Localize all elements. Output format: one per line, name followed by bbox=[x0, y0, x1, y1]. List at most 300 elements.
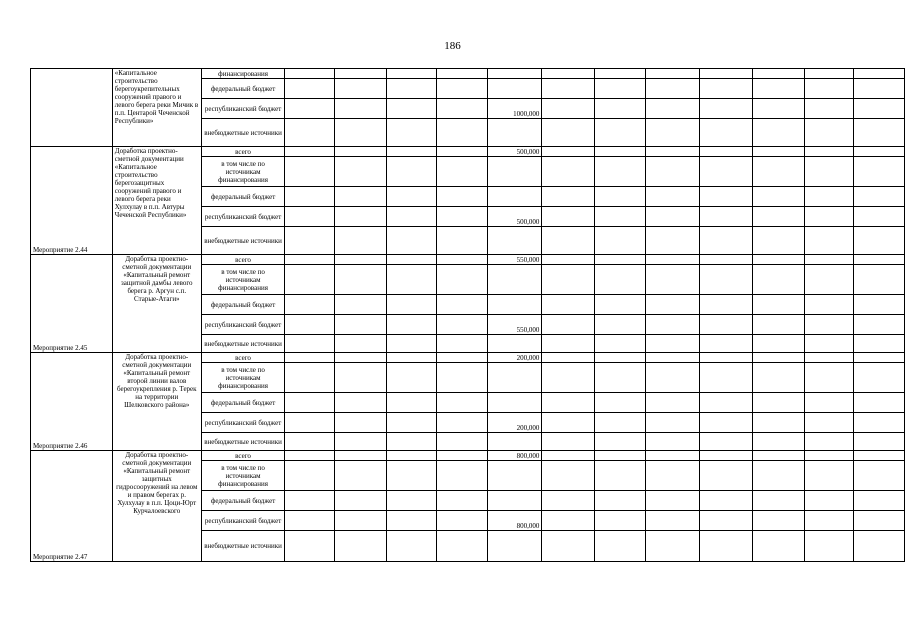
empty-cell bbox=[804, 353, 854, 363]
funding-source: финансирования bbox=[201, 69, 285, 79]
empty-cell bbox=[699, 393, 752, 413]
empty-cell bbox=[542, 363, 594, 393]
empty-cell bbox=[542, 227, 594, 255]
empty-cell bbox=[699, 353, 752, 363]
empty-cell bbox=[854, 393, 905, 413]
empty-cell bbox=[646, 413, 699, 433]
funding-source: республиканский бюджет bbox=[201, 315, 285, 335]
empty-cell bbox=[285, 119, 335, 147]
empty-cell bbox=[437, 335, 488, 353]
empty-cell bbox=[753, 393, 805, 413]
empty-cell bbox=[437, 227, 488, 255]
empty-cell bbox=[753, 363, 805, 393]
empty-cell bbox=[646, 461, 699, 491]
activity-label: Мероприятие 2.46 bbox=[31, 353, 113, 451]
empty-cell bbox=[387, 295, 437, 315]
empty-cell bbox=[594, 315, 646, 335]
empty-cell bbox=[854, 413, 905, 433]
empty-cell bbox=[594, 511, 646, 531]
empty-cell bbox=[753, 227, 805, 255]
empty-cell bbox=[542, 119, 594, 147]
empty-cell bbox=[699, 255, 752, 265]
empty-cell bbox=[437, 119, 488, 147]
empty-cell bbox=[437, 295, 488, 315]
empty-cell bbox=[804, 315, 854, 335]
empty-cell bbox=[646, 255, 699, 265]
empty-cell bbox=[854, 433, 905, 451]
empty-cell bbox=[854, 187, 905, 207]
empty-cell bbox=[387, 79, 437, 99]
amount-cell bbox=[487, 69, 542, 79]
empty-cell bbox=[285, 511, 335, 531]
funding-source: республиканский бюджет bbox=[201, 207, 285, 227]
empty-cell bbox=[753, 491, 805, 511]
empty-cell bbox=[646, 295, 699, 315]
empty-cell bbox=[854, 315, 905, 335]
empty-cell bbox=[387, 227, 437, 255]
empty-cell bbox=[804, 207, 854, 227]
empty-cell bbox=[437, 315, 488, 335]
empty-cell bbox=[699, 451, 752, 461]
empty-cell bbox=[646, 315, 699, 335]
empty-cell bbox=[437, 531, 488, 562]
funding-source: в том числе по источникам финансирования bbox=[201, 461, 285, 491]
empty-cell bbox=[285, 227, 335, 255]
empty-cell bbox=[753, 99, 805, 119]
empty-cell bbox=[646, 99, 699, 119]
empty-cell bbox=[594, 393, 646, 413]
empty-cell bbox=[542, 79, 594, 99]
empty-cell bbox=[699, 157, 752, 187]
empty-cell bbox=[804, 79, 854, 99]
empty-cell bbox=[753, 451, 805, 461]
empty-cell bbox=[387, 461, 437, 491]
empty-cell bbox=[387, 413, 437, 433]
empty-cell bbox=[753, 147, 805, 157]
table-row bbox=[31, 255, 905, 265]
empty-cell bbox=[285, 295, 335, 315]
empty-cell bbox=[753, 531, 805, 562]
empty-cell bbox=[804, 433, 854, 451]
empty-cell bbox=[437, 413, 488, 433]
empty-cell bbox=[334, 157, 386, 187]
empty-cell bbox=[542, 315, 594, 335]
empty-cell bbox=[594, 255, 646, 265]
empty-cell bbox=[699, 99, 752, 119]
page-number: 186 bbox=[444, 40, 461, 52]
empty-cell bbox=[646, 451, 699, 461]
empty-cell bbox=[387, 187, 437, 207]
activity-label: Мероприятие 2.47 bbox=[31, 451, 113, 562]
empty-cell bbox=[387, 531, 437, 562]
empty-cell bbox=[699, 79, 752, 99]
empty-cell bbox=[646, 335, 699, 353]
empty-cell bbox=[804, 461, 854, 491]
empty-cell bbox=[387, 335, 437, 353]
empty-cell bbox=[804, 295, 854, 315]
amount-cell: 550,000 bbox=[487, 255, 542, 265]
empty-cell bbox=[437, 187, 488, 207]
activity-description: Доработка проектно-сметной документации «Капитальный ремонт второй линии валов берегоукрепления р. Терек на территории Шелковского района» bbox=[112, 353, 201, 451]
empty-cell bbox=[437, 147, 488, 157]
empty-cell bbox=[285, 207, 335, 227]
empty-cell bbox=[753, 295, 805, 315]
empty-cell bbox=[804, 69, 854, 79]
empty-cell bbox=[699, 227, 752, 255]
empty-cell bbox=[854, 119, 905, 147]
empty-cell bbox=[437, 79, 488, 99]
empty-cell bbox=[387, 207, 437, 227]
funding-source: внебюджетные источники bbox=[201, 335, 285, 353]
empty-cell bbox=[334, 79, 386, 99]
empty-cell bbox=[646, 363, 699, 393]
empty-cell bbox=[594, 157, 646, 187]
empty-cell bbox=[753, 315, 805, 335]
empty-cell bbox=[285, 265, 335, 295]
empty-cell bbox=[387, 511, 437, 531]
empty-cell bbox=[334, 315, 386, 335]
empty-cell bbox=[594, 363, 646, 393]
empty-cell bbox=[334, 413, 386, 433]
funding-source: республиканский бюджет bbox=[201, 99, 285, 119]
funding-source: в том числе по источникам финансирования bbox=[201, 157, 285, 187]
empty-cell bbox=[699, 119, 752, 147]
empty-cell bbox=[542, 157, 594, 187]
empty-cell bbox=[387, 157, 437, 187]
empty-cell bbox=[646, 157, 699, 187]
empty-cell bbox=[594, 461, 646, 491]
empty-cell bbox=[387, 353, 437, 363]
activity-description: Доработка проектно-сметной документации «Капитальное строительство берегозащитных сооружений правого и левого берега реки Хулхулау в п.п. Автуры Чеченской Республики» bbox=[112, 147, 201, 255]
empty-cell bbox=[854, 511, 905, 531]
empty-cell bbox=[542, 511, 594, 531]
empty-cell bbox=[804, 99, 854, 119]
empty-cell bbox=[387, 265, 437, 295]
empty-cell bbox=[854, 207, 905, 227]
empty-cell bbox=[594, 413, 646, 433]
empty-cell bbox=[334, 363, 386, 393]
empty-cell bbox=[804, 265, 854, 295]
empty-cell bbox=[285, 255, 335, 265]
empty-cell bbox=[387, 491, 437, 511]
empty-cell bbox=[854, 491, 905, 511]
empty-cell bbox=[753, 511, 805, 531]
empty-cell bbox=[854, 451, 905, 461]
empty-cell bbox=[334, 207, 386, 227]
empty-cell bbox=[804, 451, 854, 461]
empty-cell bbox=[437, 99, 488, 119]
empty-cell bbox=[854, 295, 905, 315]
empty-cell bbox=[437, 265, 488, 295]
empty-cell bbox=[699, 315, 752, 335]
empty-cell bbox=[542, 531, 594, 562]
empty-cell bbox=[594, 451, 646, 461]
empty-cell bbox=[285, 461, 335, 491]
empty-cell bbox=[854, 255, 905, 265]
empty-cell bbox=[387, 99, 437, 119]
activity-label: Мероприятие 2.45 bbox=[31, 255, 113, 353]
empty-cell bbox=[437, 393, 488, 413]
empty-cell bbox=[753, 335, 805, 353]
empty-cell bbox=[699, 491, 752, 511]
empty-cell bbox=[437, 433, 488, 451]
empty-cell bbox=[542, 353, 594, 363]
empty-cell bbox=[699, 335, 752, 353]
empty-cell bbox=[594, 433, 646, 451]
empty-cell bbox=[646, 531, 699, 562]
empty-cell bbox=[646, 393, 699, 413]
empty-cell bbox=[387, 119, 437, 147]
amount-cell bbox=[487, 119, 542, 147]
funding-source: федеральный бюджет bbox=[201, 393, 285, 413]
funding-source: в том числе по источникам финансирования bbox=[201, 363, 285, 393]
empty-cell bbox=[334, 187, 386, 207]
empty-cell bbox=[854, 363, 905, 393]
activity-label: Мероприятие 2.44 bbox=[31, 147, 113, 255]
empty-cell bbox=[334, 69, 386, 79]
amount-cell: 200,000 bbox=[487, 413, 542, 433]
empty-cell bbox=[387, 433, 437, 451]
amount-cell bbox=[487, 531, 542, 562]
empty-cell bbox=[285, 531, 335, 562]
empty-cell bbox=[285, 99, 335, 119]
empty-cell bbox=[387, 255, 437, 265]
empty-cell bbox=[437, 461, 488, 491]
empty-cell bbox=[285, 413, 335, 433]
funding-source: всего bbox=[201, 353, 285, 363]
amount-cell: 500,000 bbox=[487, 207, 542, 227]
empty-cell bbox=[646, 265, 699, 295]
empty-cell bbox=[699, 433, 752, 451]
empty-cell bbox=[594, 119, 646, 147]
empty-cell bbox=[699, 461, 752, 491]
empty-cell bbox=[285, 491, 335, 511]
empty-cell bbox=[753, 187, 805, 207]
empty-cell bbox=[285, 187, 335, 207]
empty-cell bbox=[854, 157, 905, 187]
table-row bbox=[31, 69, 905, 79]
empty-cell bbox=[753, 207, 805, 227]
empty-cell bbox=[594, 187, 646, 207]
activity-description: Доработка проектно-сметной документации «Капитальный ремонт защитной дамбы левого берега р. Аргун с.п. Старые-Атаги» bbox=[112, 255, 201, 353]
amount-cell bbox=[487, 79, 542, 99]
empty-cell bbox=[594, 265, 646, 295]
empty-cell bbox=[854, 461, 905, 491]
empty-cell bbox=[285, 69, 335, 79]
empty-cell bbox=[594, 227, 646, 255]
empty-cell bbox=[646, 433, 699, 451]
empty-cell bbox=[387, 315, 437, 335]
empty-cell bbox=[804, 227, 854, 255]
empty-cell bbox=[854, 79, 905, 99]
empty-cell bbox=[285, 363, 335, 393]
empty-cell bbox=[437, 451, 488, 461]
empty-cell bbox=[699, 413, 752, 433]
empty-cell bbox=[699, 147, 752, 157]
empty-cell bbox=[437, 255, 488, 265]
activity-description: «Капитальное строительство берегоукрепительных сооружений правого и левого берега реки Мичик в п.п. Центарой Чеченской Республики» bbox=[112, 69, 201, 147]
empty-cell bbox=[542, 187, 594, 207]
empty-cell bbox=[646, 119, 699, 147]
empty-cell bbox=[753, 157, 805, 187]
amount-cell: 800,000 bbox=[487, 511, 542, 531]
empty-cell bbox=[804, 255, 854, 265]
empty-cell bbox=[334, 451, 386, 461]
funding-source: федеральный бюджет bbox=[201, 295, 285, 315]
empty-cell bbox=[646, 227, 699, 255]
empty-cell bbox=[594, 491, 646, 511]
empty-cell bbox=[542, 295, 594, 315]
empty-cell bbox=[285, 335, 335, 353]
empty-cell bbox=[437, 363, 488, 393]
empty-cell bbox=[646, 207, 699, 227]
empty-cell bbox=[387, 69, 437, 79]
empty-cell bbox=[334, 335, 386, 353]
empty-cell bbox=[804, 157, 854, 187]
empty-cell bbox=[285, 157, 335, 187]
empty-cell bbox=[854, 353, 905, 363]
empty-cell bbox=[542, 491, 594, 511]
empty-cell bbox=[334, 147, 386, 157]
empty-cell bbox=[334, 491, 386, 511]
empty-cell bbox=[285, 79, 335, 99]
activity-label bbox=[31, 69, 113, 147]
empty-cell bbox=[542, 433, 594, 451]
empty-cell bbox=[285, 147, 335, 157]
empty-cell bbox=[753, 119, 805, 147]
empty-cell bbox=[334, 393, 386, 413]
empty-cell bbox=[334, 353, 386, 363]
empty-cell bbox=[542, 461, 594, 491]
empty-cell bbox=[699, 69, 752, 79]
empty-cell bbox=[542, 69, 594, 79]
table-row bbox=[31, 147, 905, 157]
empty-cell bbox=[594, 531, 646, 562]
empty-cell bbox=[334, 227, 386, 255]
empty-cell bbox=[804, 119, 854, 147]
empty-cell bbox=[646, 79, 699, 99]
empty-cell bbox=[437, 491, 488, 511]
empty-cell bbox=[804, 335, 854, 353]
empty-cell bbox=[334, 433, 386, 451]
funding-source: федеральный бюджет bbox=[201, 491, 285, 511]
amount-cell: 500,000 bbox=[487, 147, 542, 157]
empty-cell bbox=[334, 531, 386, 562]
empty-cell bbox=[285, 433, 335, 451]
empty-cell bbox=[542, 335, 594, 353]
empty-cell bbox=[594, 207, 646, 227]
empty-cell bbox=[334, 511, 386, 531]
empty-cell bbox=[753, 255, 805, 265]
funding-source: республиканский бюджет bbox=[201, 413, 285, 433]
empty-cell bbox=[699, 265, 752, 295]
empty-cell bbox=[542, 413, 594, 433]
empty-cell bbox=[594, 79, 646, 99]
empty-cell bbox=[285, 393, 335, 413]
empty-cell bbox=[542, 451, 594, 461]
funding-source: всего bbox=[201, 255, 285, 265]
empty-cell bbox=[854, 531, 905, 562]
empty-cell bbox=[437, 157, 488, 187]
empty-cell bbox=[334, 461, 386, 491]
amount-cell bbox=[487, 295, 542, 315]
empty-cell bbox=[542, 207, 594, 227]
empty-cell bbox=[753, 353, 805, 363]
empty-cell bbox=[753, 265, 805, 295]
empty-cell bbox=[334, 99, 386, 119]
table-row bbox=[31, 353, 905, 363]
empty-cell bbox=[699, 363, 752, 393]
empty-cell bbox=[854, 227, 905, 255]
empty-cell bbox=[542, 99, 594, 119]
empty-cell bbox=[542, 147, 594, 157]
empty-cell bbox=[804, 147, 854, 157]
empty-cell bbox=[854, 69, 905, 79]
empty-cell bbox=[804, 187, 854, 207]
empty-cell bbox=[334, 119, 386, 147]
funding-source: федеральный бюджет bbox=[201, 79, 285, 99]
empty-cell bbox=[854, 265, 905, 295]
empty-cell bbox=[804, 511, 854, 531]
empty-cell bbox=[285, 451, 335, 461]
empty-cell bbox=[334, 255, 386, 265]
empty-cell bbox=[699, 207, 752, 227]
empty-cell bbox=[594, 353, 646, 363]
empty-cell bbox=[854, 99, 905, 119]
empty-cell bbox=[646, 69, 699, 79]
empty-cell bbox=[854, 335, 905, 353]
amount-cell bbox=[487, 187, 542, 207]
empty-cell bbox=[699, 511, 752, 531]
amount-cell bbox=[487, 363, 542, 393]
funding-source: внебюджетные источники bbox=[201, 531, 285, 562]
empty-cell bbox=[594, 295, 646, 315]
funding-source: в том числе по источникам финансирования bbox=[201, 265, 285, 295]
amount-cell: 200,000 bbox=[487, 353, 542, 363]
empty-cell bbox=[646, 353, 699, 363]
amount-cell: 1000,000 bbox=[487, 99, 542, 119]
empty-cell bbox=[646, 511, 699, 531]
amount-cell bbox=[487, 335, 542, 353]
empty-cell bbox=[699, 531, 752, 562]
funding-source: федеральный бюджет bbox=[201, 187, 285, 207]
empty-cell bbox=[804, 531, 854, 562]
empty-cell bbox=[387, 451, 437, 461]
empty-cell bbox=[334, 295, 386, 315]
table-row bbox=[31, 451, 905, 461]
amount-cell bbox=[487, 227, 542, 255]
empty-cell bbox=[437, 69, 488, 79]
amount-cell bbox=[487, 433, 542, 451]
empty-cell bbox=[753, 69, 805, 79]
empty-cell bbox=[334, 265, 386, 295]
funding-source: всего bbox=[201, 451, 285, 461]
empty-cell bbox=[542, 265, 594, 295]
amount-cell bbox=[487, 491, 542, 511]
empty-cell bbox=[437, 353, 488, 363]
empty-cell bbox=[753, 433, 805, 451]
empty-cell bbox=[753, 413, 805, 433]
activity-description: Доработка проектно-сметной документации «Капитальный ремонт защитных гидросооружений на левом и правом берегах р. Хулхулау в п.п. Цоци-Юрт Курчалоевского bbox=[112, 451, 201, 562]
empty-cell bbox=[646, 491, 699, 511]
funding-source: внебюджетные источники bbox=[201, 433, 285, 451]
empty-cell bbox=[594, 335, 646, 353]
empty-cell bbox=[594, 147, 646, 157]
amount-cell: 550,000 bbox=[487, 315, 542, 335]
empty-cell bbox=[646, 147, 699, 157]
empty-cell bbox=[699, 295, 752, 315]
amount-cell bbox=[487, 157, 542, 187]
